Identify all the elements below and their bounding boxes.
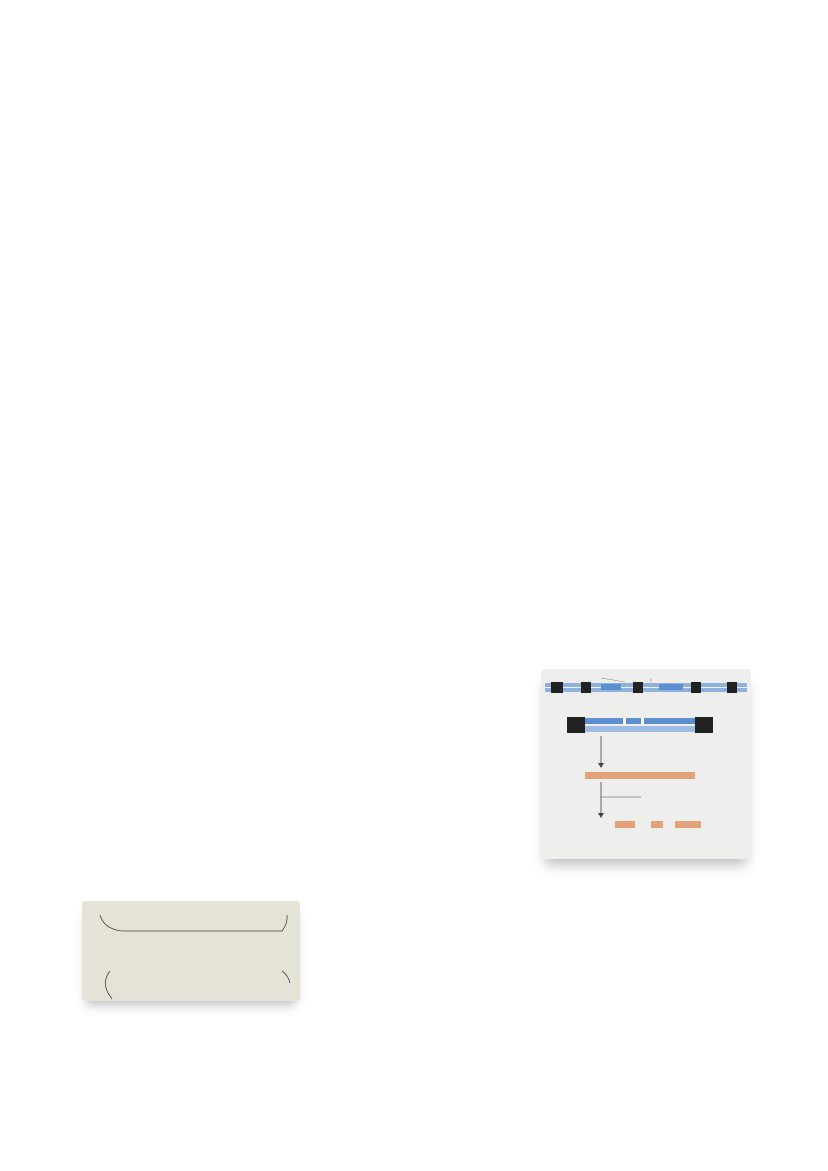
mature-28s-bar bbox=[675, 821, 701, 828]
tandem-dna-strand bbox=[545, 683, 747, 687]
snorna-pairing-figure bbox=[82, 901, 300, 1001]
rrna-figure-svg bbox=[541, 669, 751, 859]
rrna-transcription-figure bbox=[541, 669, 751, 859]
transcription-unit-bar bbox=[585, 718, 695, 724]
mature-18s-bar bbox=[615, 821, 635, 828]
snorna-figure-svg bbox=[82, 901, 300, 1001]
mature-58s-bar bbox=[651, 821, 663, 828]
pre-rrna-bar bbox=[585, 772, 695, 779]
